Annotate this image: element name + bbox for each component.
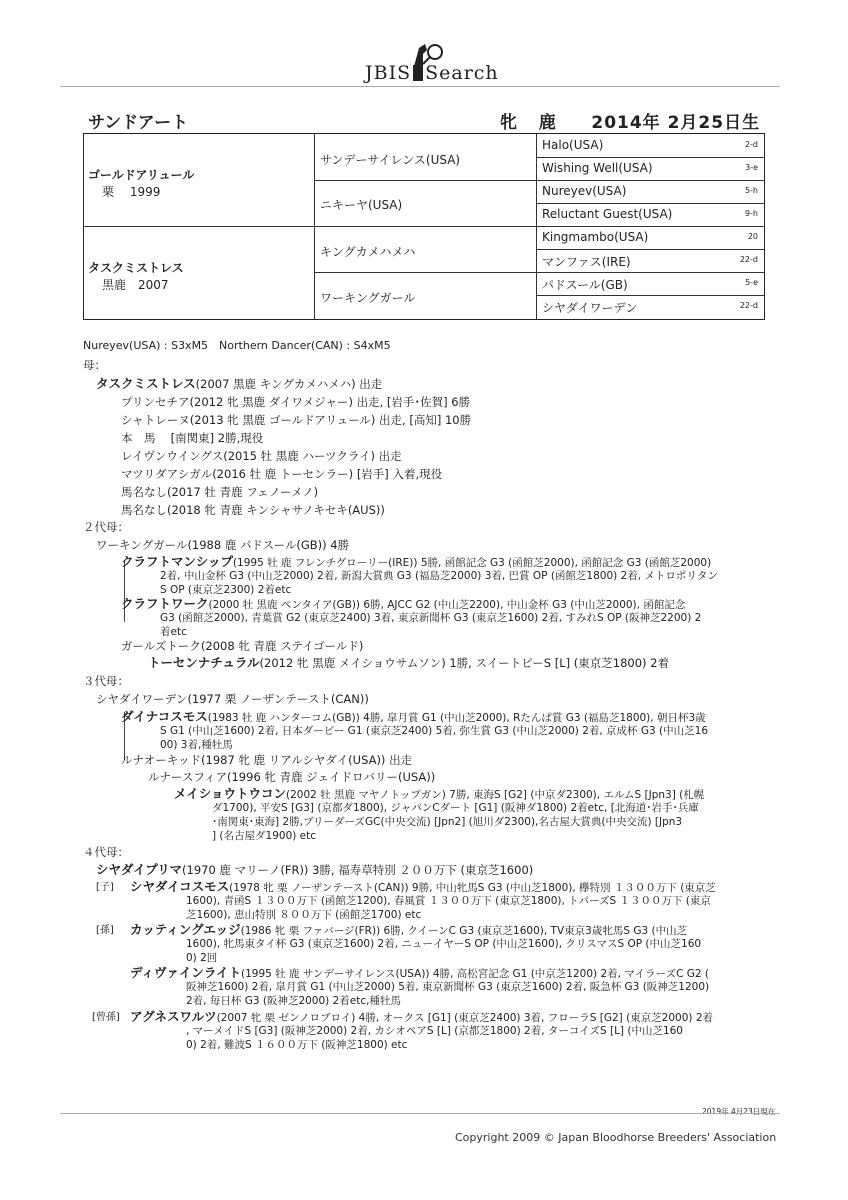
progeny-entry-cont: 1600), 青函S １３００万下 (函館芝1200), 春風賞 １３００万下 (東京芝1800), トパーズS １３００万下 (東京 bbox=[186, 895, 711, 907]
sire-sire: サンデーサイレンス(USA) bbox=[320, 153, 461, 167]
jbis-logo bbox=[355, 40, 515, 90]
progeny-entry-cont: S G1 (中山芝1600) 2着, 日本ダービー G1 (東京芝2400) 5着, 弥生賞 G3 (中山芝2000) 2着, 京成杯 G3 (中山芝16 bbox=[160, 725, 708, 737]
progeny-entry-cont: 2着, 毎日杯 G3 (阪神芝2000) 2着etc,種牡馬 bbox=[186, 995, 401, 1007]
ggrandprogeny-entry: メイショウトウコン(2002 牡 黒鹿 マヤノトップガン) 7勝, 東海S [G2] (中京ダ2300), エルムS [Jpn3] (札幌 bbox=[174, 786, 705, 801]
grandprogeny-entry: ルナースフィア(1996 牝 青鹿 ジェイドロバリー(USA)) bbox=[148, 770, 436, 784]
sibling-entry: プリンセチア(2012 牝 黒鹿 ダイワメジャー) 出走, [岩手･佐賀] 6勝 bbox=[121, 395, 471, 409]
horse-info: 牝 鹿 2014年 2月25日生 bbox=[500, 113, 761, 133]
progeny-entry: カッティングエッジ(1986 牝 栗 ファバージ(FR)) 6勝, クイーンC G3 (東京芝1600), TV東京3歳牝馬S G3 (中山芝 bbox=[130, 922, 688, 937]
progeny-entry: ダイナコスモス(1983 牡 鹿 ハンターコム(GB)) 4勝, 皐月賞 G1 (中山芝2000), Rたんぱ賞 G3 (福島芝1800), 朝日杯3歳 bbox=[121, 709, 706, 724]
progeny-entry-cont: 0) 2着, 難波S １６００万下 (阪神芝1800) etc bbox=[186, 1039, 408, 1051]
section-heading: ２代母： bbox=[83, 520, 129, 534]
progeny-entry-cont: S OP (東京芝2300) 2着etc bbox=[160, 584, 292, 596]
dam3-entry: シヤダイワーデン(1977 栗 ノーザンテースト(CAN)) bbox=[96, 692, 369, 706]
grandprogeny-entry: トーセンナチュラル(2012 牝 黒鹿 メイショウサムソン) 1勝, スイートピーS [L] (東京芝1800) 2着 bbox=[148, 655, 669, 670]
section-heading: 母： bbox=[83, 358, 106, 372]
sire-cell: ゴールドアリュール 栗 1999 bbox=[88, 168, 195, 199]
copyright: Copyright 2009 © Japan Bloodhorse Breeders' Association bbox=[455, 1131, 777, 1144]
g3-cell: パドスール(GB) 5-e bbox=[542, 278, 758, 292]
dam-dam: ワーキングガール bbox=[320, 291, 416, 305]
as-of-date: 2019年 4月23日現在 bbox=[702, 1107, 776, 1116]
g3-cell: Reluctant Guest(USA) 9-h bbox=[542, 207, 758, 221]
g3-cell: Halo(USA) 2-d bbox=[542, 138, 758, 152]
ggrandprogeny-entry-cont: ] (名古屋ダ1900) etc bbox=[212, 830, 317, 842]
g3-cell: Wishing Well(USA) 3-e bbox=[542, 161, 758, 175]
horse-name: サンドアート bbox=[88, 113, 189, 133]
sibling-entry: 馬名なし(2017 牡 青鹿 フェノーメノ) bbox=[121, 485, 319, 499]
footer-divider bbox=[60, 1113, 780, 1114]
g3-cell: マンファス(IRE) 22-d bbox=[542, 255, 758, 269]
dam2-entry: ワーキングガール(1988 鹿 パドスール(GB)) 4勝 bbox=[96, 538, 350, 552]
logo-text: JBIS Search bbox=[365, 62, 499, 84]
progeny-entry: ガールズトーク(2008 牝 青鹿 ステイゴールド) bbox=[121, 639, 364, 653]
relation-tag: [孫] bbox=[96, 925, 114, 936]
dam4-entry: シヤダイプリマ(1970 鹿 マリーノ(FR)) 3勝, 福寿草特別 ２００万下 (東京芝1600) bbox=[96, 862, 534, 877]
section-heading: ４代母： bbox=[83, 845, 129, 859]
progeny-entry-cont: G3 (函館芝2000), 青葉賞 G2 (東京芝2400) 3着, 東京新聞杯 G3 (東京芝1600) 2着, すみれS OP (阪神芝2200) 2 bbox=[160, 612, 702, 624]
relation-tag: [曾孫] bbox=[92, 1012, 120, 1023]
progeny-entry-cont: , マーメイドS [G3] (阪神芝2000) 2着, カシオペアS [L] (京都芝1800) 2着, ターコイズS [L] (中山芝160 bbox=[186, 1025, 683, 1037]
progeny-entry-cont: 00) 3着,種牡馬 bbox=[160, 739, 233, 751]
section-heading: ３代母： bbox=[83, 674, 129, 688]
progeny-entry-cont: 0) 2回 bbox=[186, 952, 218, 964]
progeny-entry-cont: 2着, 中山金杯 G3 (中山芝2000) 2着, 新潟大賞典 G3 (福島芝2000) 3着, 巴賞 OP (函館芝1800) 2着, メトロポリタン bbox=[160, 570, 718, 582]
g3-cell: Kingmambo(USA) 20 bbox=[542, 230, 758, 244]
progeny-entry: アグネスワルツ(2007 牝 栗 ゼンノロブロイ) 4勝, オークス [G1] (東京芝2400) 3着, フローラS [G2] (東京芝2000) 2着 bbox=[130, 1009, 713, 1024]
sire-dam: ニキーヤ(USA) bbox=[320, 198, 403, 212]
g3-cell: シヤダイワーデン 22-d bbox=[542, 301, 758, 315]
inbreeding-note: Nureyev(USA) : S3xM5 Northern Dancer(CAN) : S4xM5 bbox=[83, 339, 391, 352]
dam-sire: キングカメハメハ bbox=[320, 245, 416, 259]
progeny-entry-cont: 芝1600), 恵山特別 ８００万下 (函館芝1700) etc bbox=[186, 909, 422, 921]
progeny-entry: クラフトマンシップ(1995 牡 鹿 フレンチグローリー(IRE)) 5勝, 函館記念 G3 (函館芝2000), 函館記念 G3 (函館芝2000) bbox=[121, 554, 712, 569]
progeny-entry: ディヴァインライト(1995 牡 鹿 サンデーサイレンス(USA)) 4勝, 高松宮記念 G1 (中京芝1200) 2着, マイラーズC G2 ( bbox=[130, 965, 710, 980]
dam-entry: タスクミストレス(2007 黒鹿 キングカメハメハ) 出走 bbox=[96, 376, 383, 391]
sibling-entry: マツリダアシガル(2016 牡 鹿 トーセンラー) [岩手] 入着,現役 bbox=[121, 467, 443, 481]
progeny-entry: シヤダイコスモス(1978 牝 栗 ノーザンテースト(CAN)) 9勝, 中山牝馬S G3 (中山芝1800), 欅特別 １３００万下 (東京芝 bbox=[130, 879, 716, 894]
sibling-entry: 本 馬 [南関東] 2勝,現役 bbox=[121, 431, 264, 445]
sibling-entry: シャトレーヌ(2013 牝 黒鹿 ゴールドアリュール) 出走, [高知] 10勝 bbox=[121, 413, 472, 427]
header-divider bbox=[60, 86, 780, 87]
progeny-entry: クラフトワーク(2000 牡 黒鹿 ペンタイア(GB)) 6勝, AJCC G2 (中山芝2200), 中山金杯 G3 (中山芝2000), 函館記念 bbox=[121, 596, 686, 611]
progeny-entry-cont: 着etc bbox=[160, 626, 187, 638]
ggrandprogeny-entry-cont: ダ1700), 平安S [G3] (京都ダ1800), ジャパンCダート [G1] (阪神ダ1800) 2着etc, [北海道･岩手･兵庫 bbox=[212, 802, 699, 814]
progeny-entry-cont: 阪神芝1600) 2着, 皐月賞 G1 (中山芝2000) 5着, 東京新聞杯 G3 (東京芝1600) 2着, 阪急杯 G3 (阪神芝1200) bbox=[186, 981, 710, 993]
g3-cell: Nureyev(USA) 5-h bbox=[542, 184, 758, 198]
sibling-entry: レイヴンウイングス(2015 牡 黒鹿 ハーツクライ) 出走 bbox=[121, 449, 402, 463]
relation-tag: [子] bbox=[96, 882, 114, 893]
ggrandprogeny-entry-cont: ･南関東･東海] 2勝,ブリーダーズGC(中央交流) [Jpn2] (旭川ダ2300),名古屋大賞典(中央交流) [Jpn3 bbox=[212, 816, 683, 828]
progeny-entry: ルナオーキッド(1987 牝 鹿 リアルシヤダイ(USA)) 出走 bbox=[121, 753, 413, 767]
progeny-entry-cont: 1600), 牝馬東タイ杯 G3 (東京芝1600) 2着, ニューイヤーS OP (中山芝1600), クリスマスS OP (中山芝160 bbox=[186, 938, 702, 950]
pedigree-table bbox=[83, 133, 765, 320]
sibling-entry: 馬名なし(2018 牝 青鹿 キンシャサノキセキ(AUS)) bbox=[121, 503, 385, 517]
dam-cell: タスクミストレス 黒鹿 2007 bbox=[88, 261, 184, 292]
